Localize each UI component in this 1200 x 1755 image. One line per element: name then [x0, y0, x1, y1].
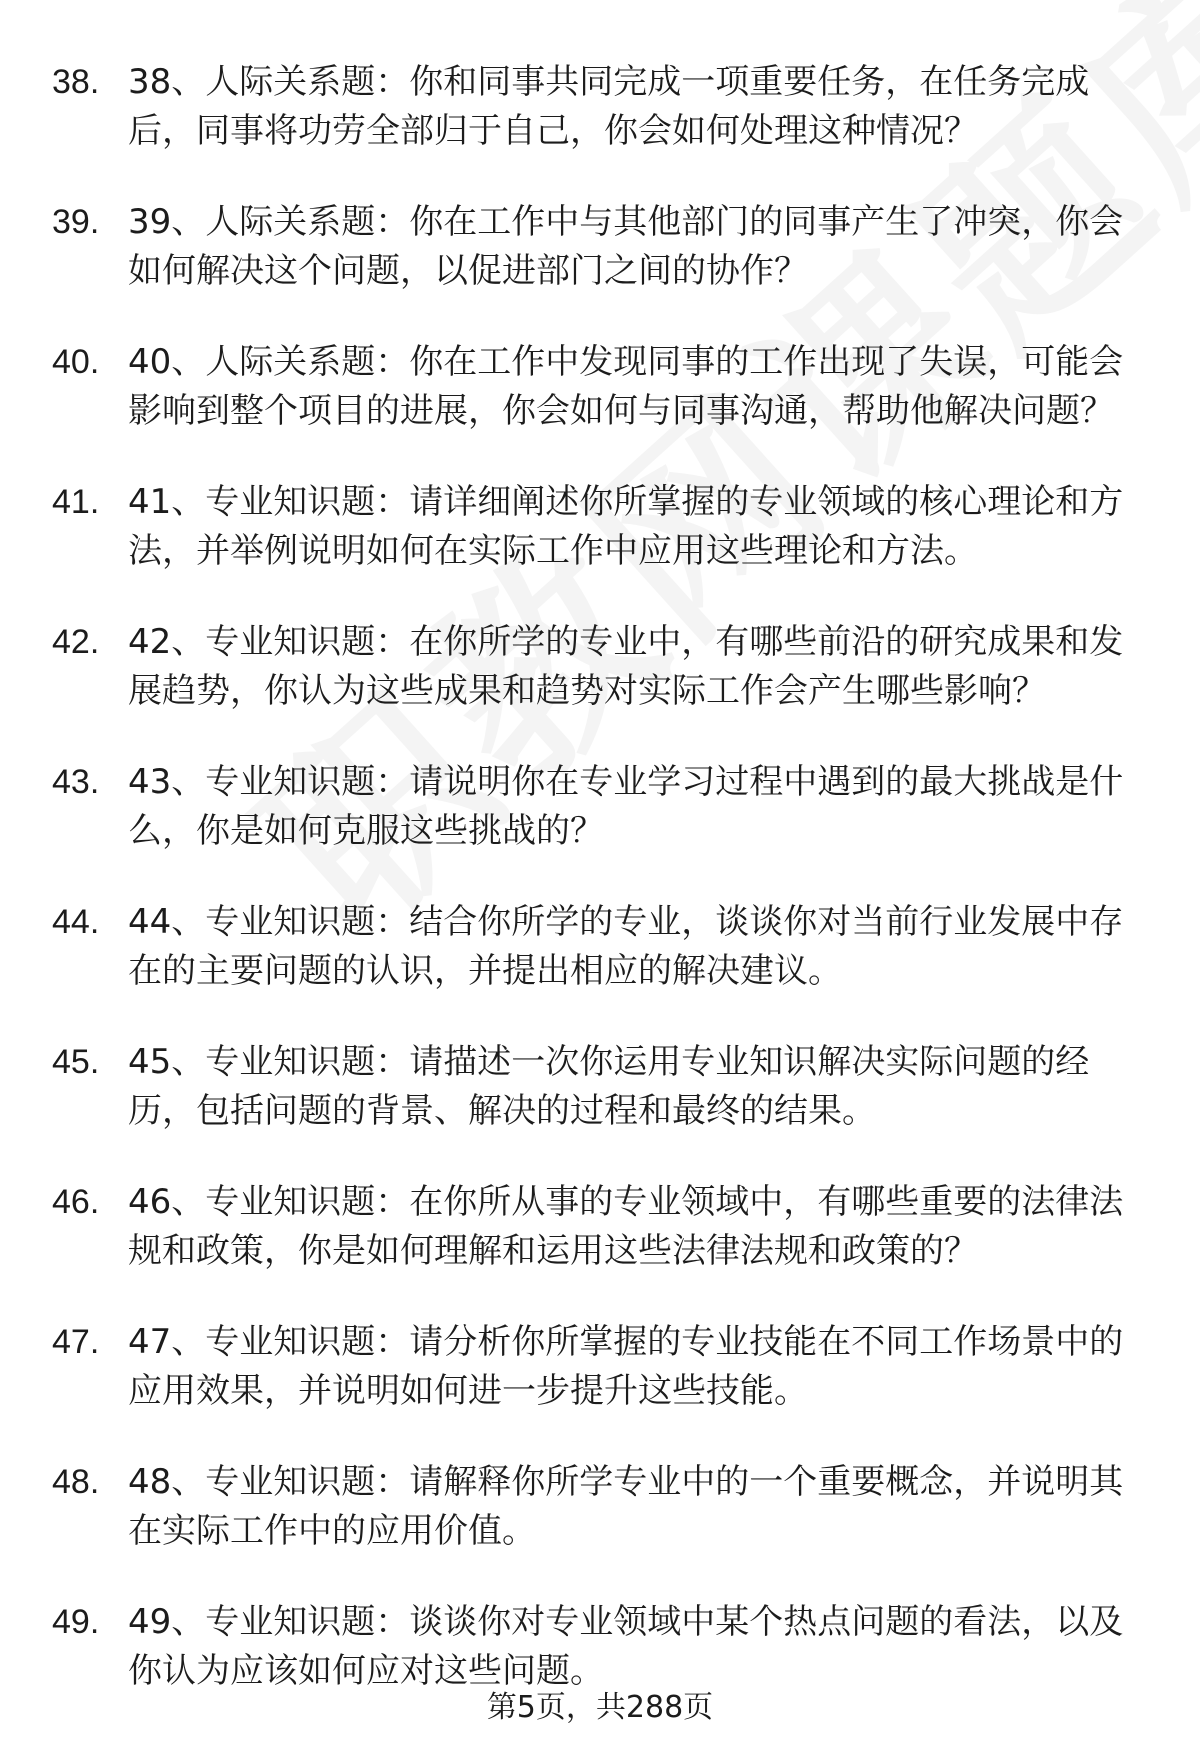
question-text: 44、专业知识题：结合你所学的专业，谈谈你对当前行业发展中存在的主要问题的认识，并提出相应的解决建议。 — [128, 902, 1124, 991]
list-item — [0, 338, 1200, 436]
question-number: 46. — [52, 1183, 100, 1221]
list-item — [0, 1598, 1200, 1696]
list-item — [0, 618, 1200, 716]
question-number: 44. — [52, 903, 100, 941]
list-item — [0, 198, 1200, 296]
question-number: 43. — [52, 763, 100, 801]
question-number: 47. — [52, 1323, 100, 1361]
list-item — [0, 1458, 1200, 1556]
question-number: 48. — [52, 1463, 100, 1501]
question-number: 40. — [52, 343, 100, 381]
question-text: 39、人际关系题：你在工作中与其他部门的同事产生了冲突，你会如何解决这个问题，以促进部门之间的协作？ — [128, 202, 1124, 291]
page-footer — [0, 1688, 1200, 1728]
question-list — [0, 58, 1200, 1738]
question-text: 40、人际关系题：你在工作中发现同事的工作出现了失误，可能会影响到整个项目的进展，你会如何与同事沟通，帮助他解决问题？ — [128, 342, 1124, 431]
list-item — [0, 758, 1200, 856]
question-text: 42、专业知识题：在你所学的专业中，有哪些前沿的研究成果和发展趋势，你认为这些成果和趋势对实际工作会产生哪些影响？ — [128, 622, 1124, 711]
question-text: 43、专业知识题：请说明你在专业学习过程中遇到的最大挑战是什么，你是如何克服这些挑战的？ — [128, 762, 1124, 851]
question-number: 42. — [52, 623, 100, 661]
question-number: 41. — [52, 483, 100, 521]
question-text: 38、人际关系题：你和同事共同完成一项重要任务，在任务完成后，同事将功劳全部归于自己，你会如何处理这种情况？ — [128, 62, 1090, 151]
question-number: 38. — [52, 63, 100, 101]
question-text: 41、专业知识题：请详细阐述你所掌握的专业领域的核心理论和方法，并举例说明如何在实际工作中应用这些理论和方法。 — [128, 482, 1124, 571]
list-item — [0, 898, 1200, 996]
question-text: 48、专业知识题：请解释你所学专业中的一个重要概念，并说明其在实际工作中的应用价值。 — [128, 1462, 1124, 1551]
question-number: 39. — [52, 203, 100, 241]
page-number-label: 第5页，共288页 — [486, 1690, 714, 1725]
list-item — [0, 1178, 1200, 1276]
list-item — [0, 1318, 1200, 1416]
question-text: 45、专业知识题：请描述一次你运用专业知识解决实际问题的经历，包括问题的背景、解决的过程和最终的结果。 — [128, 1042, 1090, 1131]
question-number: 45. — [52, 1043, 100, 1081]
list-item — [0, 58, 1200, 156]
question-number: 49. — [52, 1603, 100, 1641]
list-item — [0, 1038, 1200, 1136]
question-text: 49、专业知识题：谈谈你对专业领域中某个热点问题的看法，以及你认为应该如何应对这些问题。 — [128, 1602, 1124, 1691]
list-item — [0, 478, 1200, 576]
question-text: 47、专业知识题：请分析你所掌握的专业技能在不同工作场景中的应用效果，并说明如何进一步提升这些技能。 — [128, 1322, 1124, 1411]
question-text: 46、专业知识题：在你所从事的专业领域中，有哪些重要的法律法规和政策，你是如何理解和运用这些法律法规和政策的？ — [128, 1182, 1124, 1271]
